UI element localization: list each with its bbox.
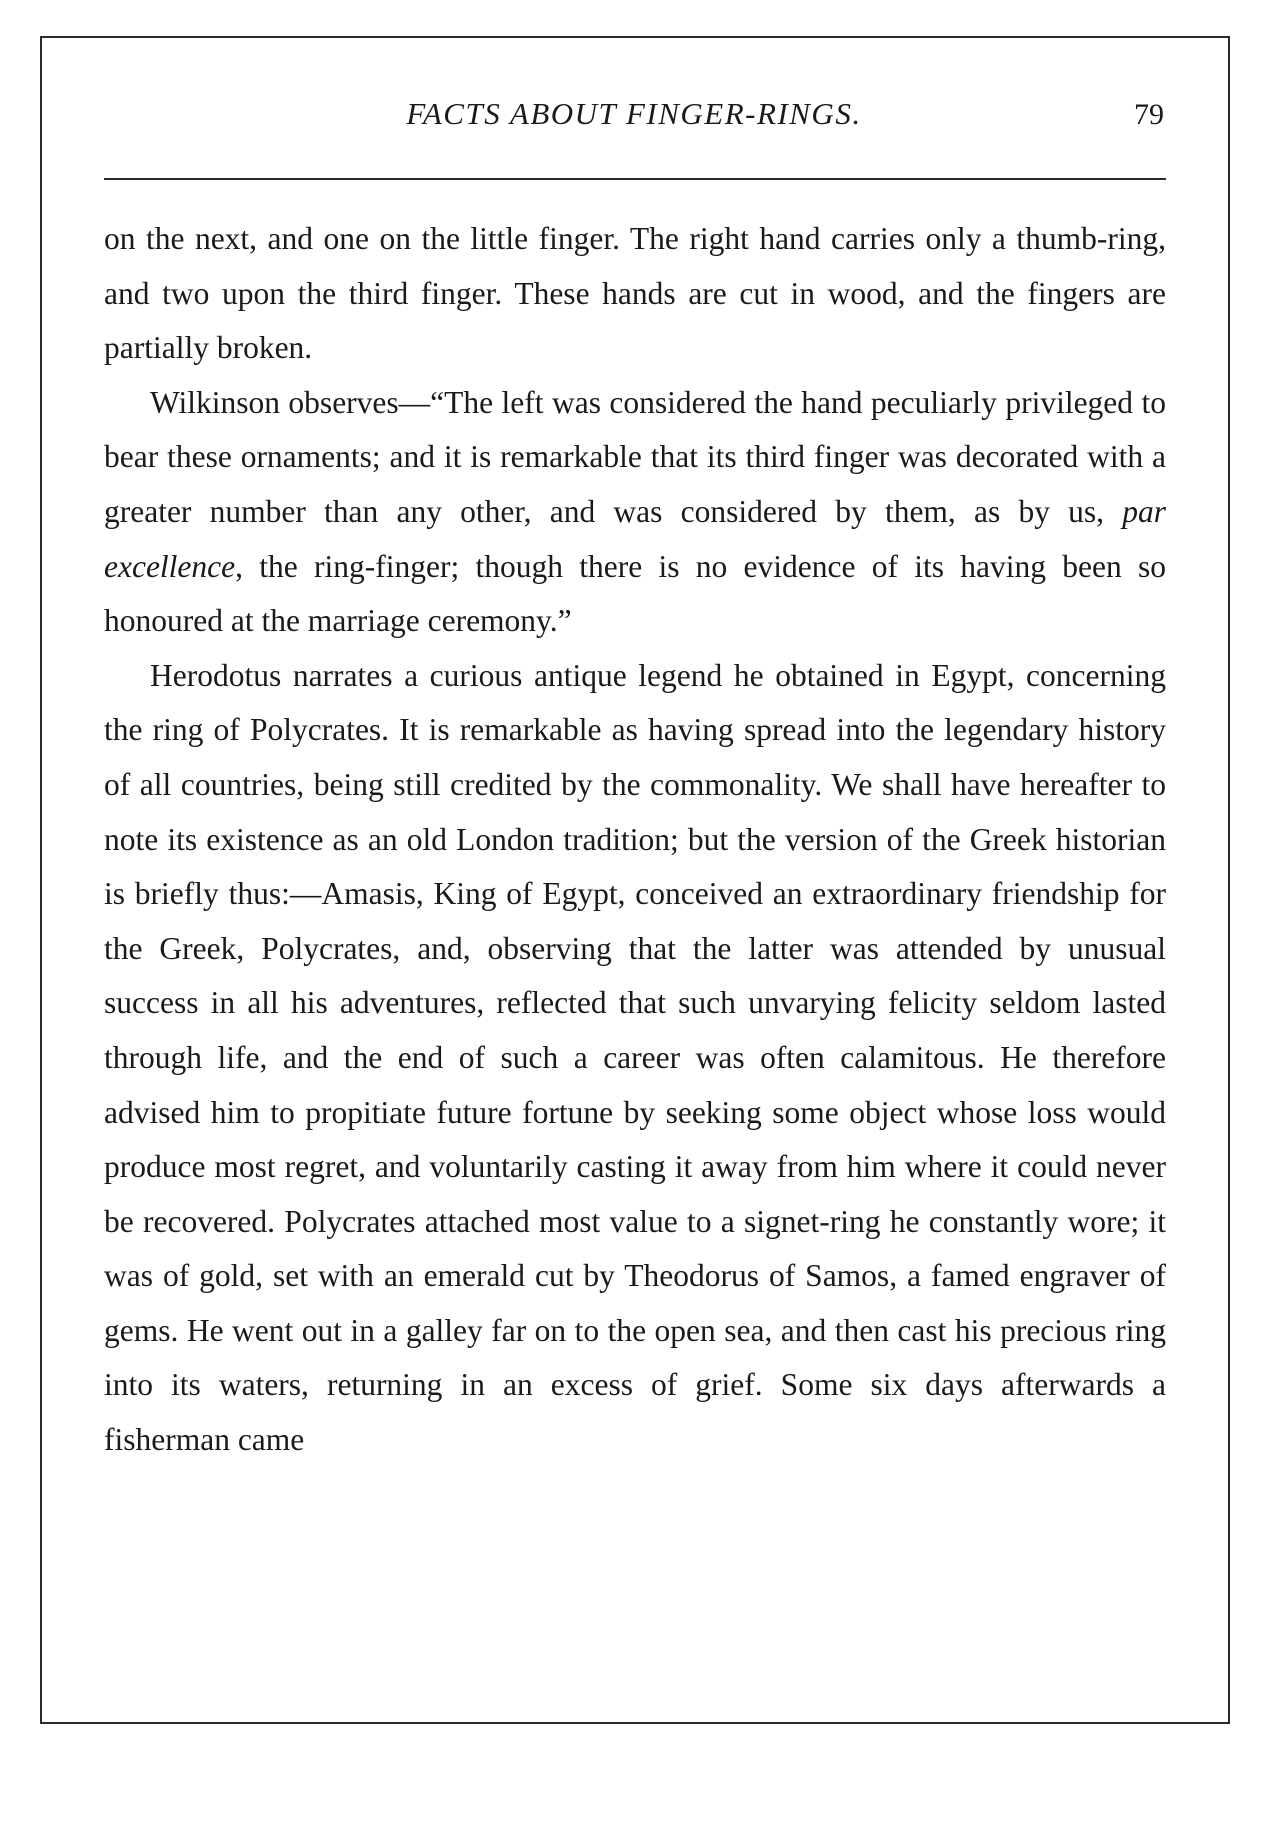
page-border-right <box>1228 36 1230 1722</box>
page-border-left <box>40 36 42 1722</box>
running-title: FACTS ABOUT FINGER-RINGS. <box>406 96 862 131</box>
page-number: 79 <box>1134 98 1164 131</box>
paragraph-text: Wilkinson observes—“The left was considered the hand peculiarly privileged to bear these ornaments; and it is remarkable that its third finger was decorated with a greater number than any other, and was considered by them, as by us, <box>104 384 1166 529</box>
paragraph-continued <box>104 212 1166 376</box>
page-border-top <box>40 36 1230 38</box>
running-head <box>104 96 1164 136</box>
paragraph-wilkinson-quote <box>104 376 1166 649</box>
paragraph-text: , the ring-finger; though there is no evidence of its having been so honoured at the marriage ceremony.” <box>104 548 1166 639</box>
body-text <box>104 212 1166 1468</box>
paragraph-text: on the next, and one on the little finger. The right hand carries only a thumb-ring, and two upon the third finger. These hands are cut in wood, and the fingers are partially broken. <box>104 221 1166 366</box>
paragraph-text: Herodotus narrates a curious antique legend he obtained in Egypt, concerning the ring of Polycrates. It is remarkable as having spread into the legendary history of all countries, being still credited by the commonality. We shall have hereafter to note its existence as an old London tradition; but the version of the Greek historian is briefly thus:—Amasis, King of Egypt, conceived an extraordinary friendship for the Greek, Polycrates, and, observing that the latter was attended by unusual success in all his adventures, reflected that such unvarying felicity seldom lasted through life, and the end of such a career was often calamitous. He therefore advised him to propitiate future fortune by seeking some object whose loss would produce most regret, and voluntarily casting it away from him where it could never be recovered. Polycrates attached most value to a signet-ring he constantly wore; it was of gold, set with an emerald cut by Theodorus of Samos, a famed engraver of gems. He went out in a galley far on to the open sea, and then cast his precious ring into its waters, returning in an excess of grief. Some six days afterwards a fisherman came <box>104 657 1166 1458</box>
italic-phrase: par excellence <box>104 493 1166 584</box>
page-border-bottom <box>40 1722 1230 1724</box>
paragraph-herodotus <box>104 649 1166 1468</box>
header-rule <box>104 178 1166 180</box>
